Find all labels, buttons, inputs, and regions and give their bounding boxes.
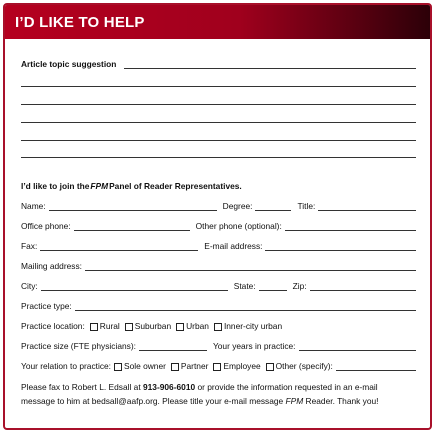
practice-size-input[interactable]: [139, 342, 207, 351]
suburban-checkbox[interactable]: [125, 323, 133, 331]
relation-row: [21, 359, 416, 371]
fax-row: [21, 239, 416, 251]
years-label: Your years in practice:: [212, 341, 296, 351]
fax-input[interactable]: [40, 242, 198, 251]
mailing-row: [21, 259, 416, 271]
name-row: [21, 199, 416, 211]
employee-label: Employee: [223, 361, 261, 371]
inner-city-label: Inner-city urban: [223, 321, 283, 331]
other-label: Other (specify):: [275, 361, 333, 371]
practice-type-input[interactable]: [75, 302, 416, 311]
zip-input[interactable]: [310, 282, 416, 291]
degree-input[interactable]: [255, 202, 291, 211]
employee-checkbox[interactable]: [213, 363, 221, 371]
sole-owner-label: Sole owner: [124, 361, 166, 371]
panel-intro-prefix: I’d like to join the: [21, 181, 90, 191]
practice-size-label: Practice size (FTE physicians):: [21, 341, 136, 351]
instructions-fpm: FPM: [285, 396, 304, 406]
mailing-input[interactable]: [85, 262, 416, 271]
instructions-part-4: Reader. Thank you!: [303, 396, 379, 406]
article-topic-line-4[interactable]: [21, 122, 416, 123]
other-checkbox[interactable]: [266, 363, 274, 371]
partner-checkbox[interactable]: [171, 363, 179, 371]
article-topic-line-5[interactable]: [21, 140, 416, 141]
zip-label: Zip:: [292, 281, 307, 291]
article-topic-line-3[interactable]: [21, 104, 416, 105]
other-phone-label: Other phone (optional):: [195, 221, 282, 231]
practice-type-row: [21, 299, 416, 311]
article-topic-label: Article topic suggestion: [21, 59, 117, 69]
state-label: State:: [233, 281, 256, 291]
degree-label: Degree:: [222, 201, 253, 211]
state-input[interactable]: [259, 282, 287, 291]
urban-label: Urban: [186, 321, 209, 331]
other-input[interactable]: [336, 362, 416, 371]
instructions-part-2: or provide the information requested in an e-mail: [195, 382, 378, 392]
fax-number: 913-906-6010: [142, 382, 196, 392]
fax-label: Fax:: [21, 241, 38, 251]
article-topic-input[interactable]: [124, 60, 416, 69]
city-row: [21, 279, 416, 291]
suburban-label: Suburban: [134, 321, 172, 331]
panel-intro-fpm: FPM: [90, 181, 109, 191]
partner-label: Partner: [180, 361, 209, 371]
practice-size-row: [21, 339, 416, 351]
other-phone-input[interactable]: [285, 222, 416, 231]
title-input[interactable]: [318, 202, 416, 211]
office-phone-input[interactable]: [74, 222, 190, 231]
phone-row: [21, 219, 416, 231]
form-title: I’D LIKE TO HELP: [15, 13, 145, 31]
practice-type-label: Practice type:: [21, 301, 72, 311]
practice-location-row: [21, 319, 416, 331]
name-input[interactable]: [49, 202, 217, 211]
article-topic-line-6[interactable]: [21, 157, 416, 158]
instructions-part-3: message to him at bedsall@aafp.org. Please title your e-mail message: [21, 396, 286, 406]
help-form-panel: [3, 3, 432, 430]
panel-intro-suffix: Panel of Reader Representatives.: [109, 181, 242, 191]
mailing-label: Mailing address:: [21, 261, 82, 271]
city-input[interactable]: [41, 282, 228, 291]
email-label: E-mail address:: [204, 241, 263, 251]
email-input[interactable]: [265, 242, 416, 251]
sole-owner-checkbox[interactable]: [114, 363, 122, 371]
relation-label: Your relation to practice:: [21, 361, 112, 371]
panel-intro: [21, 179, 416, 191]
article-topic-line-2[interactable]: [21, 86, 416, 87]
years-input[interactable]: [299, 342, 416, 351]
practice-location-label: Practice location:: [21, 321, 85, 331]
submission-instructions: [21, 380, 418, 408]
city-label: City:: [21, 281, 38, 291]
rural-label: Rural: [99, 321, 120, 331]
form-header: [5, 5, 430, 39]
rural-checkbox[interactable]: [90, 323, 98, 331]
name-label: Name:: [21, 201, 46, 211]
title-label: Title:: [297, 201, 316, 211]
office-phone-label: Office phone:: [21, 221, 71, 231]
urban-checkbox[interactable]: [176, 323, 184, 331]
inner-city-checkbox[interactable]: [214, 323, 222, 331]
instructions-part-1: Please fax to Robert L. Edsall at: [21, 382, 143, 392]
article-topic-row: [21, 57, 416, 69]
